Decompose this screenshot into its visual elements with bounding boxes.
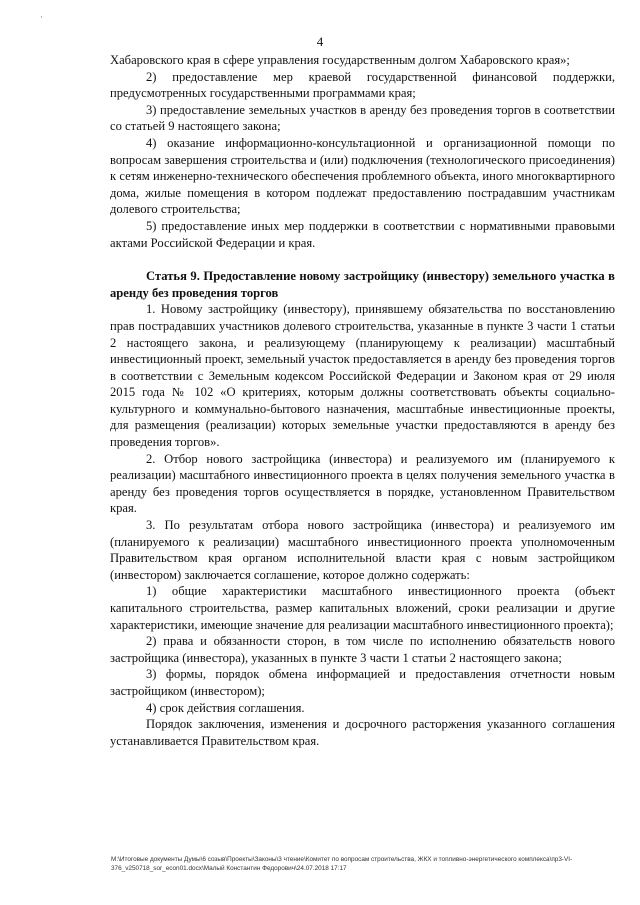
paragraph-item-4: 4) оказание информационно-консультационной и организационной помощи по вопросам завершения строительства и (или) подключения (технологического присоединения) к сетям инженерно-технического обеспечения проблемного объекта, иного многоквартирного дома, жилые помещения в котором подлежат предоставлению пострадавшим участникам долевого строительства; — [110, 135, 615, 217]
article-subitem-4: 4) срок действия соглашения. — [146, 700, 305, 715]
article-paragraph-3: 3. По результатам отбора нового застройщика (инвестора) и реализуемого им (планируемого к реализации) масштабного инвестиционного проекта уполномоченным Правительством края органом исполнительной власти края с новым застройщиком (инвестором) заключается соглашение, которое должно содержать: — [110, 518, 615, 582]
article-subitem-1: 1) общие характеристики масштабного инвестиционного проекта (объект капитального строительства, размер капитальных вложений, сроки реализации и другие характеристики, имеющие значение для реализации масштабного инвестиционного проекта); — [110, 584, 615, 632]
article-subitem-2: 2) права и обязанности сторон, в том числе по исполнению обязательств нового застройщика (инвестора), указанных в пункте 3 части 1 статьи 2 настоящего закона; — [110, 634, 615, 665]
article-paragraph-1: 1. Новому застройщику (инвестору), принявшему обязательства по восстановлению прав пострадавших участников долевого строительства, указанные в пункте 3 части 1 статьи 2 настоящего закона, и реализующему (планирующему к реализации) масштабный инвестиционный проект, земельный участок предоставляется в аренду без проведения торгов в соответствии с Земельным кодексом Российской Федерации и Законом края от 29 июля 2015 года № 102 «О критериях, которым должны соответствовать объекты социально-культурного и коммунально-бытового назначения, масштабные инвестиционные проекты, для размещения (реализации) которых земельные участки предоставляются в аренду без проведения торгов». — [110, 302, 615, 450]
paragraph-item-5: 5) предоставление иных мер поддержки в соответствии с нормативными правовыми актами Российской Федерации и края. — [110, 218, 615, 250]
paragraph-continuation: Хабаровского края в сфере управления государственным долгом Хабаровского края»; — [110, 53, 570, 67]
section-spacer — [110, 251, 615, 268]
document-body — [110, 52, 615, 749]
article-paragraph-final: Порядок заключения, изменения и досрочного расторжения указанного соглашения устанавливается Правительством края. — [110, 717, 615, 748]
page-number: 4 — [316, 34, 324, 49]
paragraph-item-2: 2) предоставление мер краевой государственной финансовой поддержки, предусмотренных государственными программами края; — [110, 69, 615, 101]
file-path-footer: M:\Итоговые документы Думы\6 созыв\Проекты\Законы\3 чтение\Комитет по вопросам строительства, ЖКХ и топливно-энергетического комплекса\пр3-VI-376_v250718_sor_econ01.docx\Малый Константин Федорович\24.07.2018 17:17 — [111, 856, 573, 872]
article-paragraph-2: 2. Отбор нового застройщика (инвестора) и реализуемого им (планируемого к реализации) масштабного инвестиционного проекта в целях получения земельного участка в аренду без проведения торгов осуществляется в порядке, установленном Правительством края. — [110, 451, 615, 516]
article-heading: Статья 9. Предоставление новому застройщику (инвестору) земельного участка в аренду без проведения торгов — [110, 269, 615, 300]
scan-mark: · — [40, 12, 43, 22]
article-subitem-3: 3) формы, порядок обмена информацией и предоставления отчетности новым застройщиком (инвестором); — [110, 667, 615, 698]
paragraph-item-3: 3) предоставление земельных участков в аренду без проведения торгов в соответствии со статьей 9 настоящего закона; — [110, 102, 615, 134]
